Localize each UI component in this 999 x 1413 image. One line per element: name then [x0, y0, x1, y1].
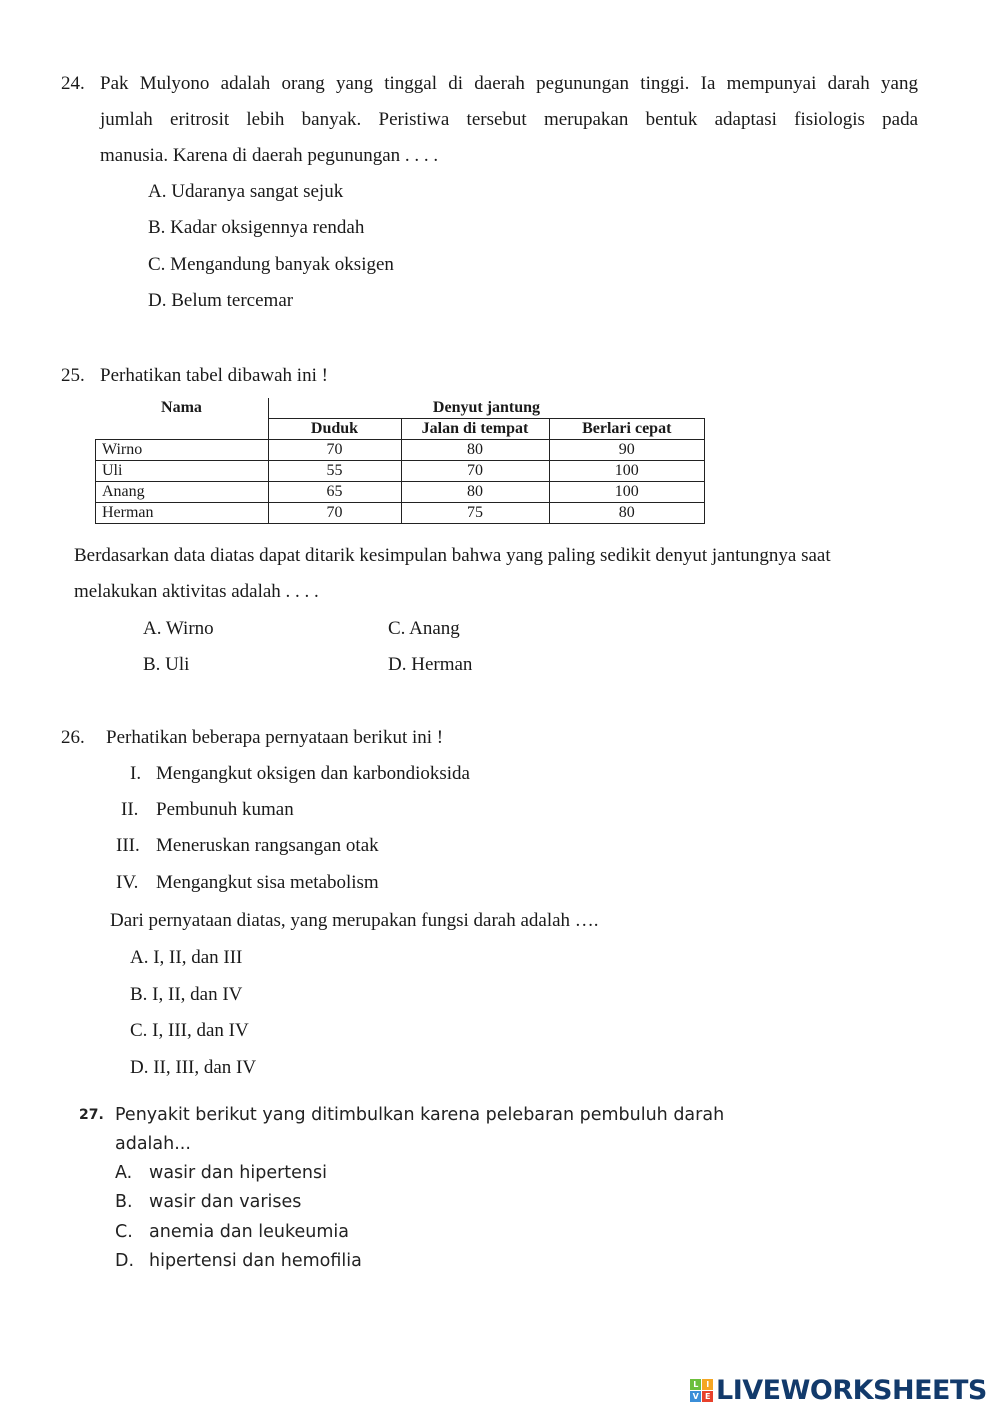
header-duduk: Duduk — [268, 419, 401, 440]
live-badge-icon — [690, 1379, 713, 1402]
statement-text: Mengangkut oksigen dan karbondioksida — [156, 763, 470, 784]
header-denyut: Denyut jantung — [268, 398, 705, 419]
logo-text: LIVEWORKSHEETS — [716, 1375, 987, 1406]
q27-number: 27. — [79, 1107, 104, 1123]
q27-option-b[interactable]: wasir dan varises — [149, 1192, 302, 1212]
badge-letter: E — [702, 1391, 713, 1402]
table-row — [96, 461, 705, 482]
q24-text: Pak Mulyono adalah orang yang tinggal di daerah pegunungan tinggi. Ia mempunyai darah yang — [100, 73, 918, 94]
cell: 100 — [549, 461, 705, 482]
header-jalan: Jalan di tempat — [401, 419, 549, 440]
cell: 80 — [401, 440, 549, 461]
cell: Herman — [96, 503, 269, 524]
q25-option-c[interactable]: C. Anang — [388, 618, 460, 639]
cell: 55 — [268, 461, 401, 482]
q26-question: Dari pernyataan diatas, yang merupakan fungsi darah adalah …. — [110, 910, 599, 931]
q25-number: 25. — [61, 365, 85, 386]
cell: 90 — [549, 440, 705, 461]
statement-text: Meneruskan rangsangan otak — [156, 835, 379, 856]
q25-prompt: Perhatikan tabel dibawah ini ! — [100, 365, 328, 386]
badge-letter: L — [690, 1379, 701, 1390]
cell: 80 — [549, 503, 705, 524]
cell: 70 — [268, 503, 401, 524]
q25-text: Berdasarkan data diatas dapat ditarik kesimpulan bahwa yang paling sedikit denyut jantungnya saat — [74, 545, 831, 566]
table-row — [96, 440, 705, 461]
q26-number: 26. — [61, 727, 85, 748]
q27-option-c[interactable]: anemia dan leukeumia — [149, 1222, 349, 1242]
q26-option-c[interactable]: C. I, III, dan IV — [130, 1020, 249, 1041]
q24-option-d[interactable]: D. Belum tercemar — [148, 290, 294, 311]
statement-text: Mengangkut sisa metabolism — [156, 872, 379, 893]
table-row — [96, 503, 705, 524]
q27-option-letter: A. — [115, 1163, 133, 1183]
cell: Wirno — [96, 440, 269, 461]
cell: 75 — [401, 503, 549, 524]
header-nama: Nama — [96, 398, 269, 440]
q27-option-letter: C. — [115, 1222, 133, 1242]
q25-option-d[interactable]: D. Herman — [388, 654, 473, 675]
cell: 80 — [401, 482, 549, 503]
q24-option-b[interactable]: B. Kadar oksigennya rendah — [148, 217, 365, 238]
q24-number: 24. — [61, 73, 85, 94]
q27-text: Penyakit berikut yang ditimbulkan karena pelebaran pembuluh darah — [115, 1105, 725, 1125]
statement-numeral: III. — [116, 835, 140, 856]
q27-option-a[interactable]: wasir dan hipertensi — [149, 1163, 327, 1183]
statement-numeral: I. — [130, 763, 142, 784]
cell: 70 — [401, 461, 549, 482]
liveworksheets-logo — [690, 1375, 987, 1406]
header-berlari: Berlari cepat — [549, 419, 705, 440]
q24-option-a[interactable]: A. Udaranya sangat sejuk — [148, 181, 344, 202]
q25-option-a[interactable]: A. Wirno — [143, 618, 214, 639]
cell: Anang — [96, 482, 269, 503]
statement-numeral: II. — [121, 799, 139, 820]
q24-option-c[interactable]: C. Mengandung banyak oksigen — [148, 254, 394, 275]
cell: 100 — [549, 482, 705, 503]
q26-option-b[interactable]: B. I, II, dan IV — [130, 984, 243, 1005]
heart-rate-table — [95, 398, 705, 524]
q24-text: jumlah eritrosit lebih banyak. Peristiwa tersebut merupakan bentuk adaptasi fisiologis pada — [100, 109, 918, 130]
cell: Uli — [96, 461, 269, 482]
q27-option-letter: B. — [115, 1192, 133, 1212]
q25-text: melakukan aktivitas adalah . . . . — [74, 581, 319, 602]
q26-prompt: Perhatikan beberapa pernyataan berikut ini ! — [106, 727, 444, 748]
q27-option-letter: D. — [115, 1251, 135, 1271]
badge-letter: I — [702, 1379, 713, 1390]
table-row — [96, 482, 705, 503]
q25-option-b[interactable]: B. Uli — [143, 654, 190, 675]
statement-numeral: IV. — [116, 872, 139, 893]
statement-text: Pembunuh kuman — [156, 799, 294, 820]
q27-text: adalah... — [115, 1134, 191, 1154]
cell: 65 — [268, 482, 401, 503]
q26-option-d[interactable]: D. II, III, dan IV — [130, 1057, 257, 1078]
q26-option-a[interactable]: A. I, II, dan III — [130, 947, 243, 968]
badge-letter: V — [690, 1391, 701, 1402]
cell: 70 — [268, 440, 401, 461]
q24-text: manusia. Karena di daerah pegunungan . . . . — [100, 145, 439, 166]
q27-option-d[interactable]: hipertensi dan hemofilia — [149, 1251, 362, 1271]
